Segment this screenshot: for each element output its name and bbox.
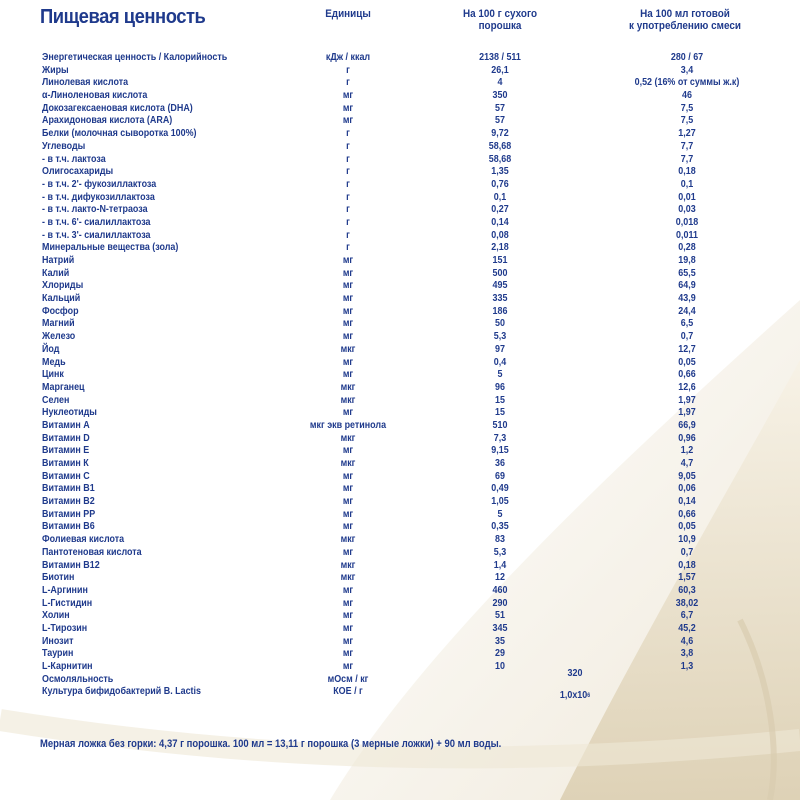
value-per-100g: 97: [495, 343, 505, 355]
nutrient-unit: мг: [342, 293, 354, 305]
value-per-100ml: 0,018: [675, 216, 699, 228]
nutrient-name: Калий: [42, 267, 70, 279]
table-row: [0, 509, 800, 522]
value-per-100g: 350: [492, 90, 508, 102]
table-row: [0, 166, 800, 179]
nutrient-name: L-Гистидин: [42, 597, 93, 609]
value-per-100g: 96: [495, 381, 505, 393]
nutrient-name: - в т.ч. 6'- сиалиллактоза: [42, 216, 151, 228]
nutrient-unit: мг: [342, 483, 354, 495]
nutrient-unit: кДж / ккал: [325, 52, 371, 63]
nutrient-unit: мг: [342, 648, 354, 660]
table-row: [0, 585, 800, 598]
table-row: [0, 179, 800, 192]
nutrient-unit: мг: [342, 280, 354, 292]
table-row: [0, 154, 800, 167]
nutrient-unit: мОсм / кг: [327, 673, 369, 685]
nutrient-name: Железо: [42, 331, 76, 343]
value-per-100g: 5,3: [493, 546, 507, 558]
nutrient-name: Линолевая кислота: [42, 77, 129, 89]
value-per-100g: 57: [495, 102, 505, 114]
value-per-100ml: 3,8: [680, 648, 694, 660]
value-per-100ml: 24,4: [678, 305, 696, 317]
table-row: [0, 648, 800, 661]
value-per-100ml: 1,57: [678, 572, 696, 584]
value-per-100g: 5,3: [493, 331, 507, 343]
nutrient-name: - в т.ч. 3'- сиалиллактоза: [42, 229, 151, 241]
powder-header-line1: На 100 г сухого: [462, 8, 538, 20]
value-per-100ml: 0,01: [678, 191, 696, 203]
table-row: [0, 306, 800, 319]
value-per-100ml: 0,18: [678, 166, 696, 178]
nutrient-unit: мг: [342, 622, 354, 634]
nutrient-unit: мг: [342, 115, 354, 127]
nutrient-name: Инозит: [42, 635, 74, 647]
value-per-100ml: 1,2: [680, 445, 694, 457]
nutrient-name: Углеводы: [42, 140, 86, 152]
value-per-100ml: 64,9: [678, 280, 696, 292]
nutrient-name: Натрий: [42, 255, 75, 266]
value-per-100g: 0,14: [491, 216, 509, 228]
table-row: [0, 420, 800, 433]
nutrient-unit: мкг: [340, 394, 356, 406]
table-row: [0, 369, 800, 382]
value-per-100g: 69: [495, 470, 505, 482]
value-per-100ml: 4,7: [680, 458, 694, 469]
nutrient-name: Энергетическая ценность / Калорийность: [42, 52, 228, 63]
nutrient-unit: мг: [342, 369, 354, 381]
nutrient-name: Биотин: [42, 572, 75, 584]
nutrient-unit: мг: [342, 356, 354, 368]
value-per-100g: 1,05: [491, 496, 509, 508]
nutrient-name: Витамин Е: [42, 445, 90, 457]
nutrient-name: - в т.ч. лакто-N-тетраоза: [42, 204, 148, 216]
value-per-100ml: 19,8: [678, 255, 696, 266]
value-per-100g: 335: [492, 293, 508, 305]
table-row: [0, 204, 800, 217]
nutrient-name: Докозагексаеновая кислота (DHA): [42, 102, 193, 114]
value-per-100g: 7,3: [493, 432, 507, 444]
table-row: [0, 572, 800, 585]
value-per-100ml: 6,5: [680, 318, 694, 330]
value-per-100g: 0,49: [491, 483, 509, 495]
value-per-100ml: 7,5: [680, 102, 694, 114]
value-per-100ml: 1,3: [680, 661, 694, 672]
nutrient-unit: г: [346, 77, 350, 89]
value-per-100ml: 0,28: [678, 242, 696, 254]
value-per-100g: 50: [495, 318, 505, 330]
value-per-100ml: 1,97: [678, 407, 696, 419]
value-per-100ml: 0,18: [678, 559, 696, 571]
nutrient-unit: мг: [342, 407, 354, 419]
value-per-100g: 10: [495, 661, 505, 672]
value-per-100ml: 45,2: [678, 622, 696, 634]
nutrient-name: Витамин В1: [42, 483, 95, 495]
value-per-100ml: 0,66: [678, 369, 696, 381]
nutrient-name: Марганец: [42, 381, 85, 393]
value-per-100g: 0,76: [491, 178, 509, 190]
nutrient-name: Фолиевая кислота: [42, 534, 125, 546]
nutrient-name: L-Аргинин: [42, 584, 88, 596]
nutrient-unit: мкг: [340, 432, 356, 444]
value-per-100ml: 6,7: [680, 610, 694, 622]
combined-value: 320: [567, 667, 583, 679]
nutrient-unit: мкг: [340, 381, 356, 393]
nutrient-unit: мкг экв ретинола: [309, 419, 387, 431]
value-exponent: 6: [587, 693, 591, 700]
nutrient-name: Культура бифидобактерий B. Lactis: [42, 686, 201, 698]
nutrient-unit: мг: [342, 318, 354, 330]
nutrient-name: Олигосахариды: [42, 166, 114, 178]
ready-header-line2: к употреблению смеси: [629, 20, 741, 32]
ready-header-line1: На 100 мл готовой: [640, 8, 730, 20]
nutrient-name: Витамин РР: [42, 508, 96, 520]
nutrient-name: α-Линоленовая кислота: [42, 90, 148, 102]
ready-column-header: [604, 8, 766, 32]
nutrient-unit: мг: [342, 267, 354, 279]
nutrient-unit: мг: [342, 635, 354, 647]
table-row: [0, 77, 800, 90]
nutrient-name: Кальций: [42, 293, 81, 305]
nutrient-name: - в т.ч. лактоза: [42, 153, 106, 165]
nutrient-unit: мкг: [340, 572, 356, 584]
nutrient-unit: г: [346, 204, 350, 216]
nutrient-unit: мг: [342, 584, 354, 596]
value-per-100g: 0,1: [493, 191, 507, 203]
value-per-100ml: 0,05: [678, 521, 696, 533]
table-row: [0, 661, 800, 674]
value-per-100ml: 46: [682, 90, 692, 102]
value-per-100g: 151: [492, 255, 508, 266]
table-row: [0, 293, 800, 306]
nutrient-name: Витамин В12: [42, 559, 100, 571]
nutrient-unit: мг: [342, 305, 354, 317]
value-per-100g: 26,1: [491, 64, 509, 76]
table-row: [0, 547, 800, 560]
table-row: [0, 242, 800, 255]
value-per-100g: 5: [497, 369, 503, 381]
nutrient-unit: мг: [342, 597, 354, 609]
nutrient-unit: г: [346, 128, 350, 140]
value-per-100ml: 0,7: [680, 546, 694, 558]
nutrient-name: Жиры: [42, 64, 69, 76]
table-row: [0, 268, 800, 281]
value-per-100g: 83: [495, 534, 505, 546]
table-row: [0, 115, 800, 128]
value-per-100ml: 9,05: [678, 470, 696, 482]
value-per-100ml: 1,27: [678, 128, 696, 140]
table-row: [0, 90, 800, 103]
nutrient-unit: мг: [342, 331, 354, 343]
value-per-100ml: 10,9: [678, 534, 696, 546]
table-row: [0, 280, 800, 293]
nutrient-unit: г: [346, 216, 350, 228]
table-row: [0, 560, 800, 573]
table-row: [0, 471, 800, 484]
nutrient-unit: мг: [342, 90, 354, 102]
value-per-100g: 5: [497, 508, 503, 520]
nutrient-name: - в т.ч. 2'- фукозиллактоза: [42, 178, 157, 190]
powder-header-line2: порошка: [478, 20, 522, 32]
nutrient-name: Белки (молочная сыворотка 100%): [42, 128, 197, 140]
value-per-100ml: 1,97: [678, 394, 696, 406]
table-row: [0, 230, 800, 243]
table-row-extra: [0, 686, 800, 702]
table-row: [0, 65, 800, 78]
table-row: [0, 496, 800, 509]
value-per-100g: 0,4: [493, 356, 507, 368]
value-per-100g: 58,68: [488, 140, 512, 152]
value-per-100ml: 280 / 67: [670, 52, 704, 63]
table-row: [0, 636, 800, 649]
value-per-100g: 2,18: [491, 242, 509, 254]
value-base: 1,0x10: [559, 690, 588, 702]
value-per-100ml: 4,6: [680, 635, 694, 647]
nutrient-name: Витамин А: [42, 419, 90, 431]
nutrient-name: Арахидоновая кислота (ARA): [42, 115, 173, 127]
nutrient-unit: г: [346, 178, 350, 190]
nutrient-unit: г: [346, 242, 350, 254]
nutrient-name: Селен: [42, 394, 70, 406]
nutrient-name: Медь: [42, 356, 66, 368]
value-per-100g: 460: [492, 584, 508, 596]
table-row: [0, 534, 800, 547]
footer-note: Мерная ложка без горки: 4,37 г порошка. 100 мл = 13,11 г порошка (3 мерные ложки) + 90 мл воды.: [40, 738, 502, 750]
nutrient-name: Фосфор: [42, 305, 79, 317]
value-per-100g: 58,68: [488, 153, 512, 165]
nutrient-name: Нуклеотиды: [42, 407, 97, 419]
value-per-100g: 9,72: [491, 128, 509, 140]
combined-value: [532, 690, 618, 703]
value-per-100g: 1,4: [493, 559, 507, 571]
value-per-100ml: 0,66: [678, 508, 696, 520]
value-per-100g: 345: [492, 622, 508, 634]
nutrient-name: Осмоляльность: [42, 673, 114, 685]
table-row: [0, 458, 800, 471]
nutrient-unit: г: [346, 191, 350, 203]
table-row: [0, 331, 800, 344]
nutrient-unit: мг: [342, 661, 354, 672]
value-per-100ml: 0,06: [678, 483, 696, 495]
nutrient-name: Витамин D: [42, 432, 90, 444]
value-per-100g: 29: [495, 648, 505, 660]
nutrient-name: Таурин: [42, 648, 74, 660]
table-row: [0, 395, 800, 408]
value-per-100ml: 0,011: [676, 229, 698, 241]
value-per-100ml: 12,7: [678, 343, 696, 355]
nutrition-table: [0, 52, 800, 702]
value-per-100g: 2138 / 511: [479, 52, 521, 63]
nutrient-name: Пантотеновая кислота: [42, 546, 142, 558]
nutrient-unit: мг: [342, 102, 354, 114]
nutrient-unit: мкг: [340, 343, 356, 355]
value-per-100g: 12: [495, 572, 505, 584]
nutrient-unit: КОЕ / г: [333, 686, 363, 698]
value-per-100g: 0,35: [491, 521, 509, 533]
value-per-100ml: 3,4: [680, 64, 694, 76]
value-per-100ml: 7,7: [680, 153, 694, 165]
nutrient-name: Витамин С: [42, 470, 90, 482]
value-per-100g: 57: [495, 115, 505, 127]
nutrient-unit: г: [346, 64, 350, 76]
table-row: [0, 357, 800, 370]
value-per-100ml: 60,3: [678, 584, 696, 596]
nutrient-name: Минеральные вещества (зола): [42, 242, 179, 254]
nutrient-unit: мкг: [340, 458, 356, 469]
nutrient-name: Витамин К: [42, 458, 89, 469]
table-row: [0, 192, 800, 205]
nutrient-name: Витамин В6: [42, 521, 95, 533]
table-row: [0, 141, 800, 154]
table-row-extra: [0, 667, 800, 687]
value-per-100g: 186: [492, 305, 508, 317]
nutrient-unit: мг: [342, 496, 354, 508]
nutrient-unit: г: [346, 166, 350, 178]
table-row: [0, 217, 800, 230]
value-per-100ml: 12,6: [678, 381, 696, 393]
units-column-header: [305, 8, 391, 20]
value-per-100g: 0,08: [491, 229, 509, 241]
value-per-100g: 51: [495, 610, 505, 622]
nutrient-name: Йод: [42, 343, 60, 355]
value-per-100g: 290: [492, 597, 508, 609]
nutrient-name: - в т.ч. дифукозиллактоза: [42, 191, 155, 203]
nutrient-unit: мг: [342, 521, 354, 533]
nutrient-unit: мг: [342, 508, 354, 520]
table-row: [0, 382, 800, 395]
table-row: [0, 521, 800, 534]
value-per-100ml: 65,5: [678, 267, 696, 279]
table-row: [0, 128, 800, 141]
page-title: Пищевая ценность: [40, 6, 206, 28]
table-row: [0, 103, 800, 116]
nutrient-name: L-Тирозин: [42, 622, 88, 634]
value-per-100g: 500: [492, 267, 508, 279]
value-per-100g: 15: [495, 394, 505, 406]
table-row: [0, 483, 800, 496]
nutrient-unit: мкг: [340, 534, 356, 546]
nutrient-unit: г: [346, 153, 350, 165]
table-row: [0, 318, 800, 331]
value-per-100ml: 7,7: [680, 140, 694, 152]
table-row: [0, 255, 800, 268]
nutrient-name: Холин: [42, 610, 70, 622]
nutrient-name: Витамин В2: [42, 496, 95, 508]
value-per-100ml: 0,52 (16% от суммы ж.к): [634, 77, 740, 89]
nutrient-unit: мкг: [340, 559, 356, 571]
value-per-100ml: 7,5: [680, 115, 694, 127]
value-per-100g: 1,35: [491, 166, 509, 178]
value-per-100g: 510: [492, 419, 508, 431]
nutrient-name: Цинк: [42, 369, 64, 381]
nutrient-unit: мг: [342, 610, 354, 622]
value-per-100g: 0,27: [491, 204, 509, 216]
value-per-100ml: 0,14: [678, 496, 696, 508]
table-row: [0, 610, 800, 623]
value-per-100g: 9,15: [491, 445, 509, 457]
table-row: [0, 433, 800, 446]
table-row: [0, 344, 800, 357]
value-per-100ml: 0,7: [680, 331, 694, 343]
table-row: [0, 445, 800, 458]
value-per-100ml: 0,96: [678, 432, 696, 444]
value-per-100ml: 0,05: [678, 356, 696, 368]
value-per-100g: 35: [495, 635, 505, 647]
table-row: [0, 52, 800, 65]
nutrient-name: Магний: [42, 318, 75, 330]
value-per-100ml: 43,9: [678, 293, 696, 305]
value-per-100ml: 38,02: [675, 597, 699, 609]
nutrient-name: Хлориды: [42, 280, 84, 292]
nutrient-unit: мг: [342, 546, 354, 558]
table-row: [0, 407, 800, 420]
nutrient-unit: г: [346, 229, 350, 241]
table-row: [0, 623, 800, 636]
nutrient-name: L-Карнитин: [42, 661, 93, 672]
value-per-100g: 15: [495, 407, 505, 419]
nutrient-unit: г: [346, 140, 350, 152]
value-per-100g: 36: [495, 458, 505, 469]
value-per-100g: 495: [492, 280, 508, 292]
value-per-100ml: 0,1: [680, 178, 694, 190]
table-row: [0, 598, 800, 611]
value-per-100ml: 66,9: [678, 419, 696, 431]
powder-column-header: [446, 8, 554, 32]
nutrient-unit: мг: [342, 255, 354, 266]
nutrient-unit: мг: [342, 470, 354, 482]
value-per-100ml: 0,03: [678, 204, 696, 216]
nutrient-unit: мг: [342, 445, 354, 457]
value-per-100g: 4: [497, 77, 503, 89]
units-header-label: Единицы: [325, 8, 371, 20]
